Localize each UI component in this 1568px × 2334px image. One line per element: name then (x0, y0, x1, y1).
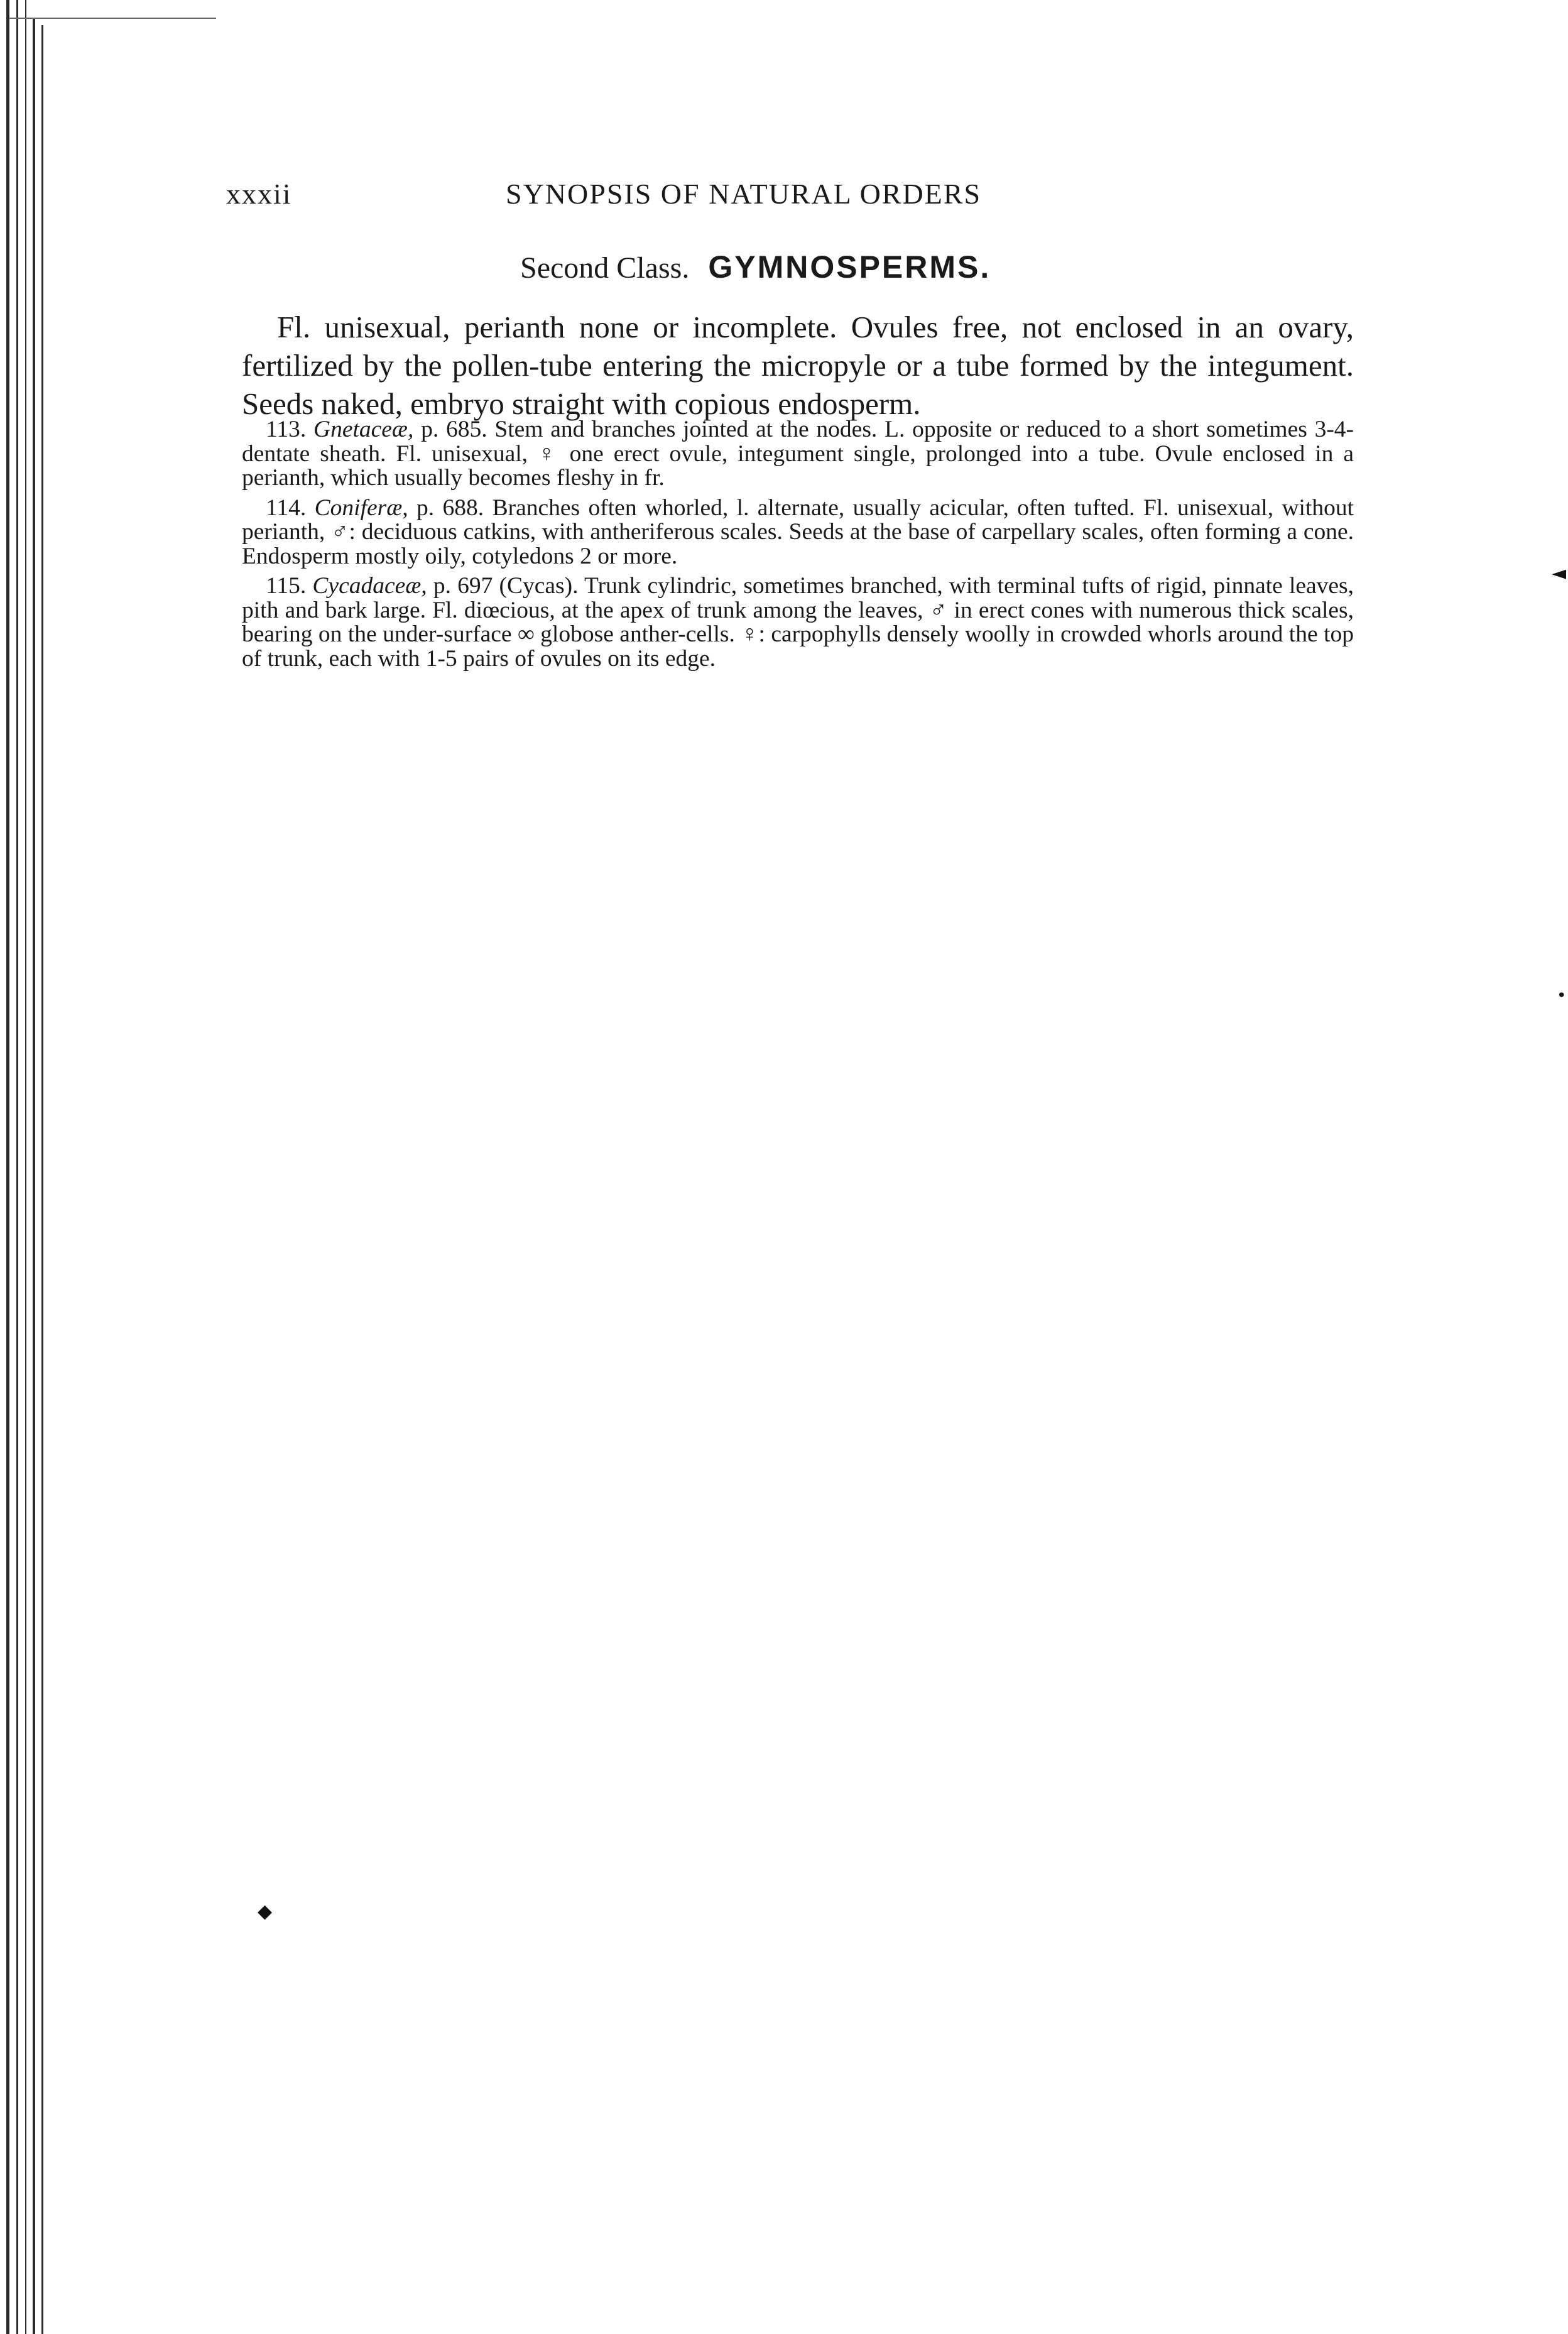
class-heading-prefix: Second Class. (520, 251, 690, 285)
entry-number: 114. (266, 494, 307, 521)
top-rule (9, 18, 216, 19)
order-entry (242, 496, 1354, 569)
binding-edge-line (16, 0, 18, 2334)
binding-edge-line (25, 0, 26, 2334)
ink-speck-mark: ◆ (258, 1900, 273, 1922)
order-name: Cycadaceæ, (312, 573, 427, 599)
entry-text: Branches often whorled, l. alternate, usually acicular, often tufted. Fl. unisexual, without perianth, ♂: deciduous catkins, with antheriferous scales. Seeds at the base of carpellary scales, often forming a cone. Endosperm mostly oily, cotyledons 2 or more. (242, 494, 1354, 569)
entry-text: Trunk cylindric, sometimes branched, with terminal tufts of rigid, pinnate leaves, pith and bark large. Fl. diœcious, at the apex of trunk among the leaves, ♂ in erect cones with numerous thick scales, bearing on the under-surface ∞ globose anther-cells. ♀: carpophylls densely woolly in crowded whorls around the top of trunk, each with 1-5 pairs of ovules on its edge. (242, 573, 1354, 672)
binding-edge-line (41, 25, 43, 2334)
running-head: SYNOPSIS OF NATURAL ORDERS (506, 178, 982, 210)
page-reference: p. 685. (421, 417, 487, 442)
page-reference: p. 697 (Cycas). (433, 573, 579, 599)
order-entry (242, 574, 1354, 671)
class-intro-paragraph: Fl. unisexual, perianth none or incomplete. Ovules free, not enclosed in an ovary, fertilized by the pollen-tube entering the micropyle or a tube formed by the integument. Seeds naked, embryo straight with copious endosperm. (242, 310, 1354, 421)
order-name: Gnetaceæ, (313, 417, 414, 442)
ink-speck-mark: • (1557, 986, 1567, 1005)
entry-number: 115. (266, 573, 307, 599)
page-number: xxxii (226, 178, 292, 210)
class-heading-title: GYMNOSPERMS. (708, 249, 991, 285)
order-entry (242, 418, 1354, 491)
entry-text: Stem and branches jointed at the nodes. L. opposite or reduced to a short sometimes 3-4-dentate sheath. Fl. unisexual, ♀ one erect ovule, integument single, prolonged into a tube. Ovule enclosed in a perianth, which usually becomes fleshy in fr. (242, 417, 1354, 491)
class-heading (520, 249, 991, 285)
order-name: Coniferæ, (314, 494, 408, 521)
page-reference: p. 688. (416, 494, 484, 521)
binding-edge-line (33, 19, 35, 2334)
ink-speck-mark: ◄ (1552, 562, 1567, 584)
binding-edge-line (6, 0, 9, 2334)
order-entries (242, 418, 1354, 677)
entry-number: 113. (266, 417, 307, 442)
